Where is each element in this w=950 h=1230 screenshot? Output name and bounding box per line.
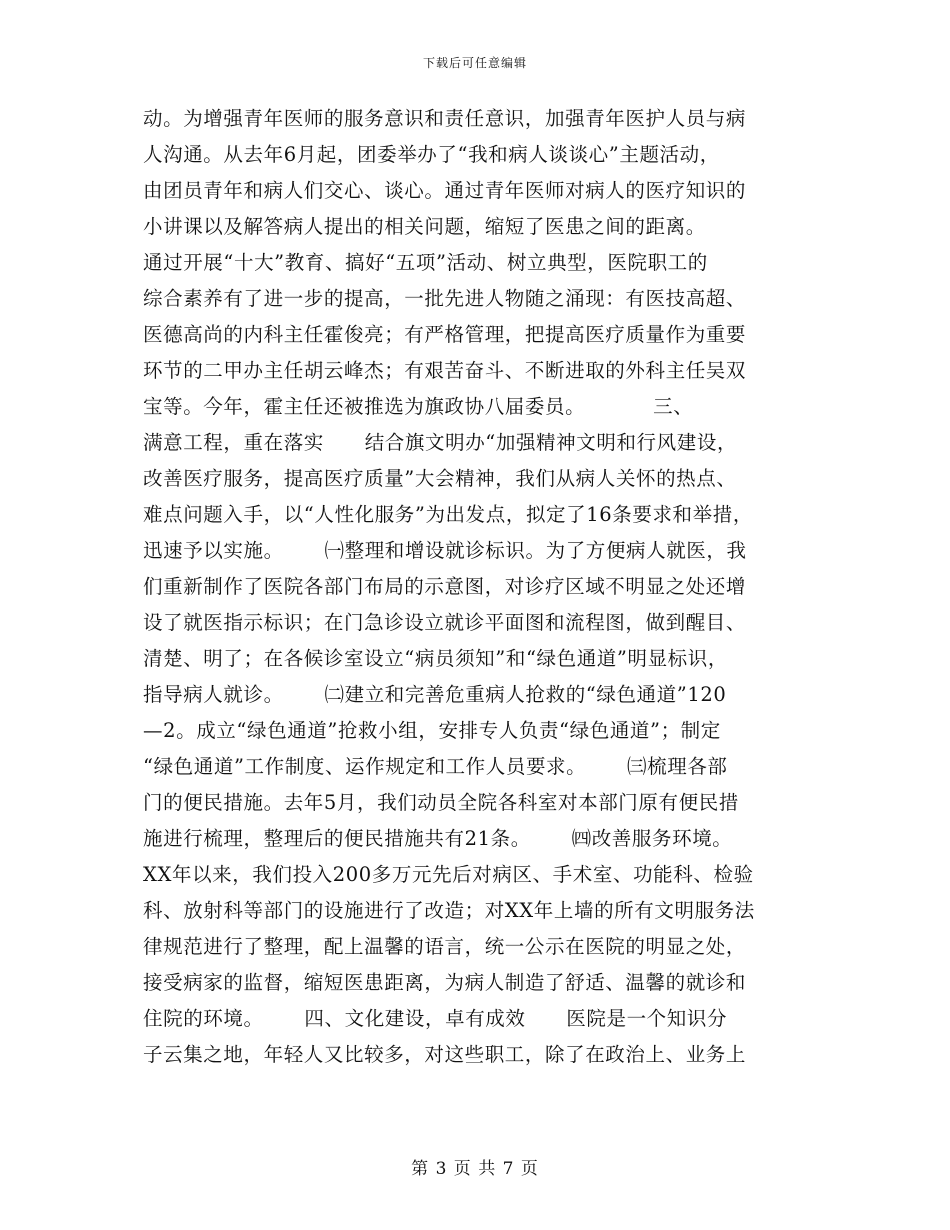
text-line: 迅速予以实施。 ㈠整理和增设就诊标识。为了方便病人就医，我 xyxy=(143,539,747,562)
text-line: 施进行梳理，整理后的便民措施共有21条。 ㈣改善服务环境。 xyxy=(143,827,733,850)
page-header: 下载后可任意编辑 xyxy=(422,56,527,70)
text-line: 改善医疗服务，提高医疗质量”大会精神，我们从病人关怀的热点、 xyxy=(143,467,737,490)
page-number-footer: 第 3 页 共 7 页 xyxy=(411,1159,539,1179)
text-line: 指导病人就诊。 ㈡建立和完善危重病人抢救的“绿色通道”120 xyxy=(143,683,727,706)
text-line: 满意工程，重在落实 结合旗文明办“加强精神文明和行风建设， xyxy=(143,431,738,454)
text-line: 小讲课以及解答病人提出的相关问题，缩短了医患之间的距离。 xyxy=(143,215,706,238)
text-line: 律规范进行了整理，配上温馨的语言，统一公示在医院的明显之处， xyxy=(143,935,747,958)
text-line: —2。成立“绿色通道”抢救小组，安排专人负责“绿色通道”；制定 xyxy=(143,719,721,742)
text-line: 科、放射科等部门的设施进行了改造；对XX年上墙的所有文明服务法 xyxy=(143,899,755,922)
text-line: 人沟通。从去年6月起，团委举办了“我和病人谈谈心”主题活动， xyxy=(143,143,720,166)
text-line: 由团员青年和病人们交心、谈心。通过青年医师对病人的医疗知识的 xyxy=(143,179,747,202)
text-line: 清楚、明了；在各候诊室设立“病员须知”和“绿色通道”明显标识， xyxy=(143,647,728,670)
text-line: 动。为增强青年医师的服务意识和责任意识，加强青年医护人员与病 xyxy=(143,107,747,130)
text-line: XX年以来，我们投入200多万元先后对病区、手术室、功能科、检验 xyxy=(143,863,754,886)
text-line: 设了就医指示标识；在门急诊设立就诊平面图和流程图，做到醒目、 xyxy=(143,611,747,634)
text-line: 环节的二甲办主任胡云峰杰；有艰苦奋斗、不断进取的外科主任吴双 xyxy=(143,359,747,382)
text-line: 综合素养有了进一步的提高，一批先进人物随之涌现：有医技高超、 xyxy=(143,287,747,310)
text-line: 们重新制作了医院各部门布局的示意图，对诊疗区域不明显之处还增 xyxy=(143,575,747,598)
text-line: 难点问题入手，以“人性化服务”为出发点，拟定了16条要求和举措， xyxy=(143,503,753,526)
text-line: “绿色通道”工作制度、运作规定和工作人员要求。 ㈢梳理各部 xyxy=(143,755,728,778)
text-line: 子云集之地，年轻人又比较多，对这些职工，除了在政治上、业务上 xyxy=(143,1043,747,1066)
text-line: 住院的环境。 四、文化建设，卓有成效 医院是一个知识分 xyxy=(143,1007,728,1030)
text-line: 宝等。今年，霍主任还被推选为旗政协八届委员。 三、 xyxy=(143,395,694,418)
text-line: 医德高尚的内科主任霍俊亮；有严格管理，把提高医疗质量作为重要 xyxy=(143,323,747,346)
text-line: 门的便民措施。去年5月，我们动员全院各科室对本部门原有便民措 xyxy=(143,791,739,814)
text-line: 接受病家的监督，缩短医患距离，为病人制造了舒适、温馨的就诊和 xyxy=(143,971,747,994)
text-line: 通过开展“十大”教育、搞好“五项”活动、树立典型，医院职工的 xyxy=(143,251,708,274)
